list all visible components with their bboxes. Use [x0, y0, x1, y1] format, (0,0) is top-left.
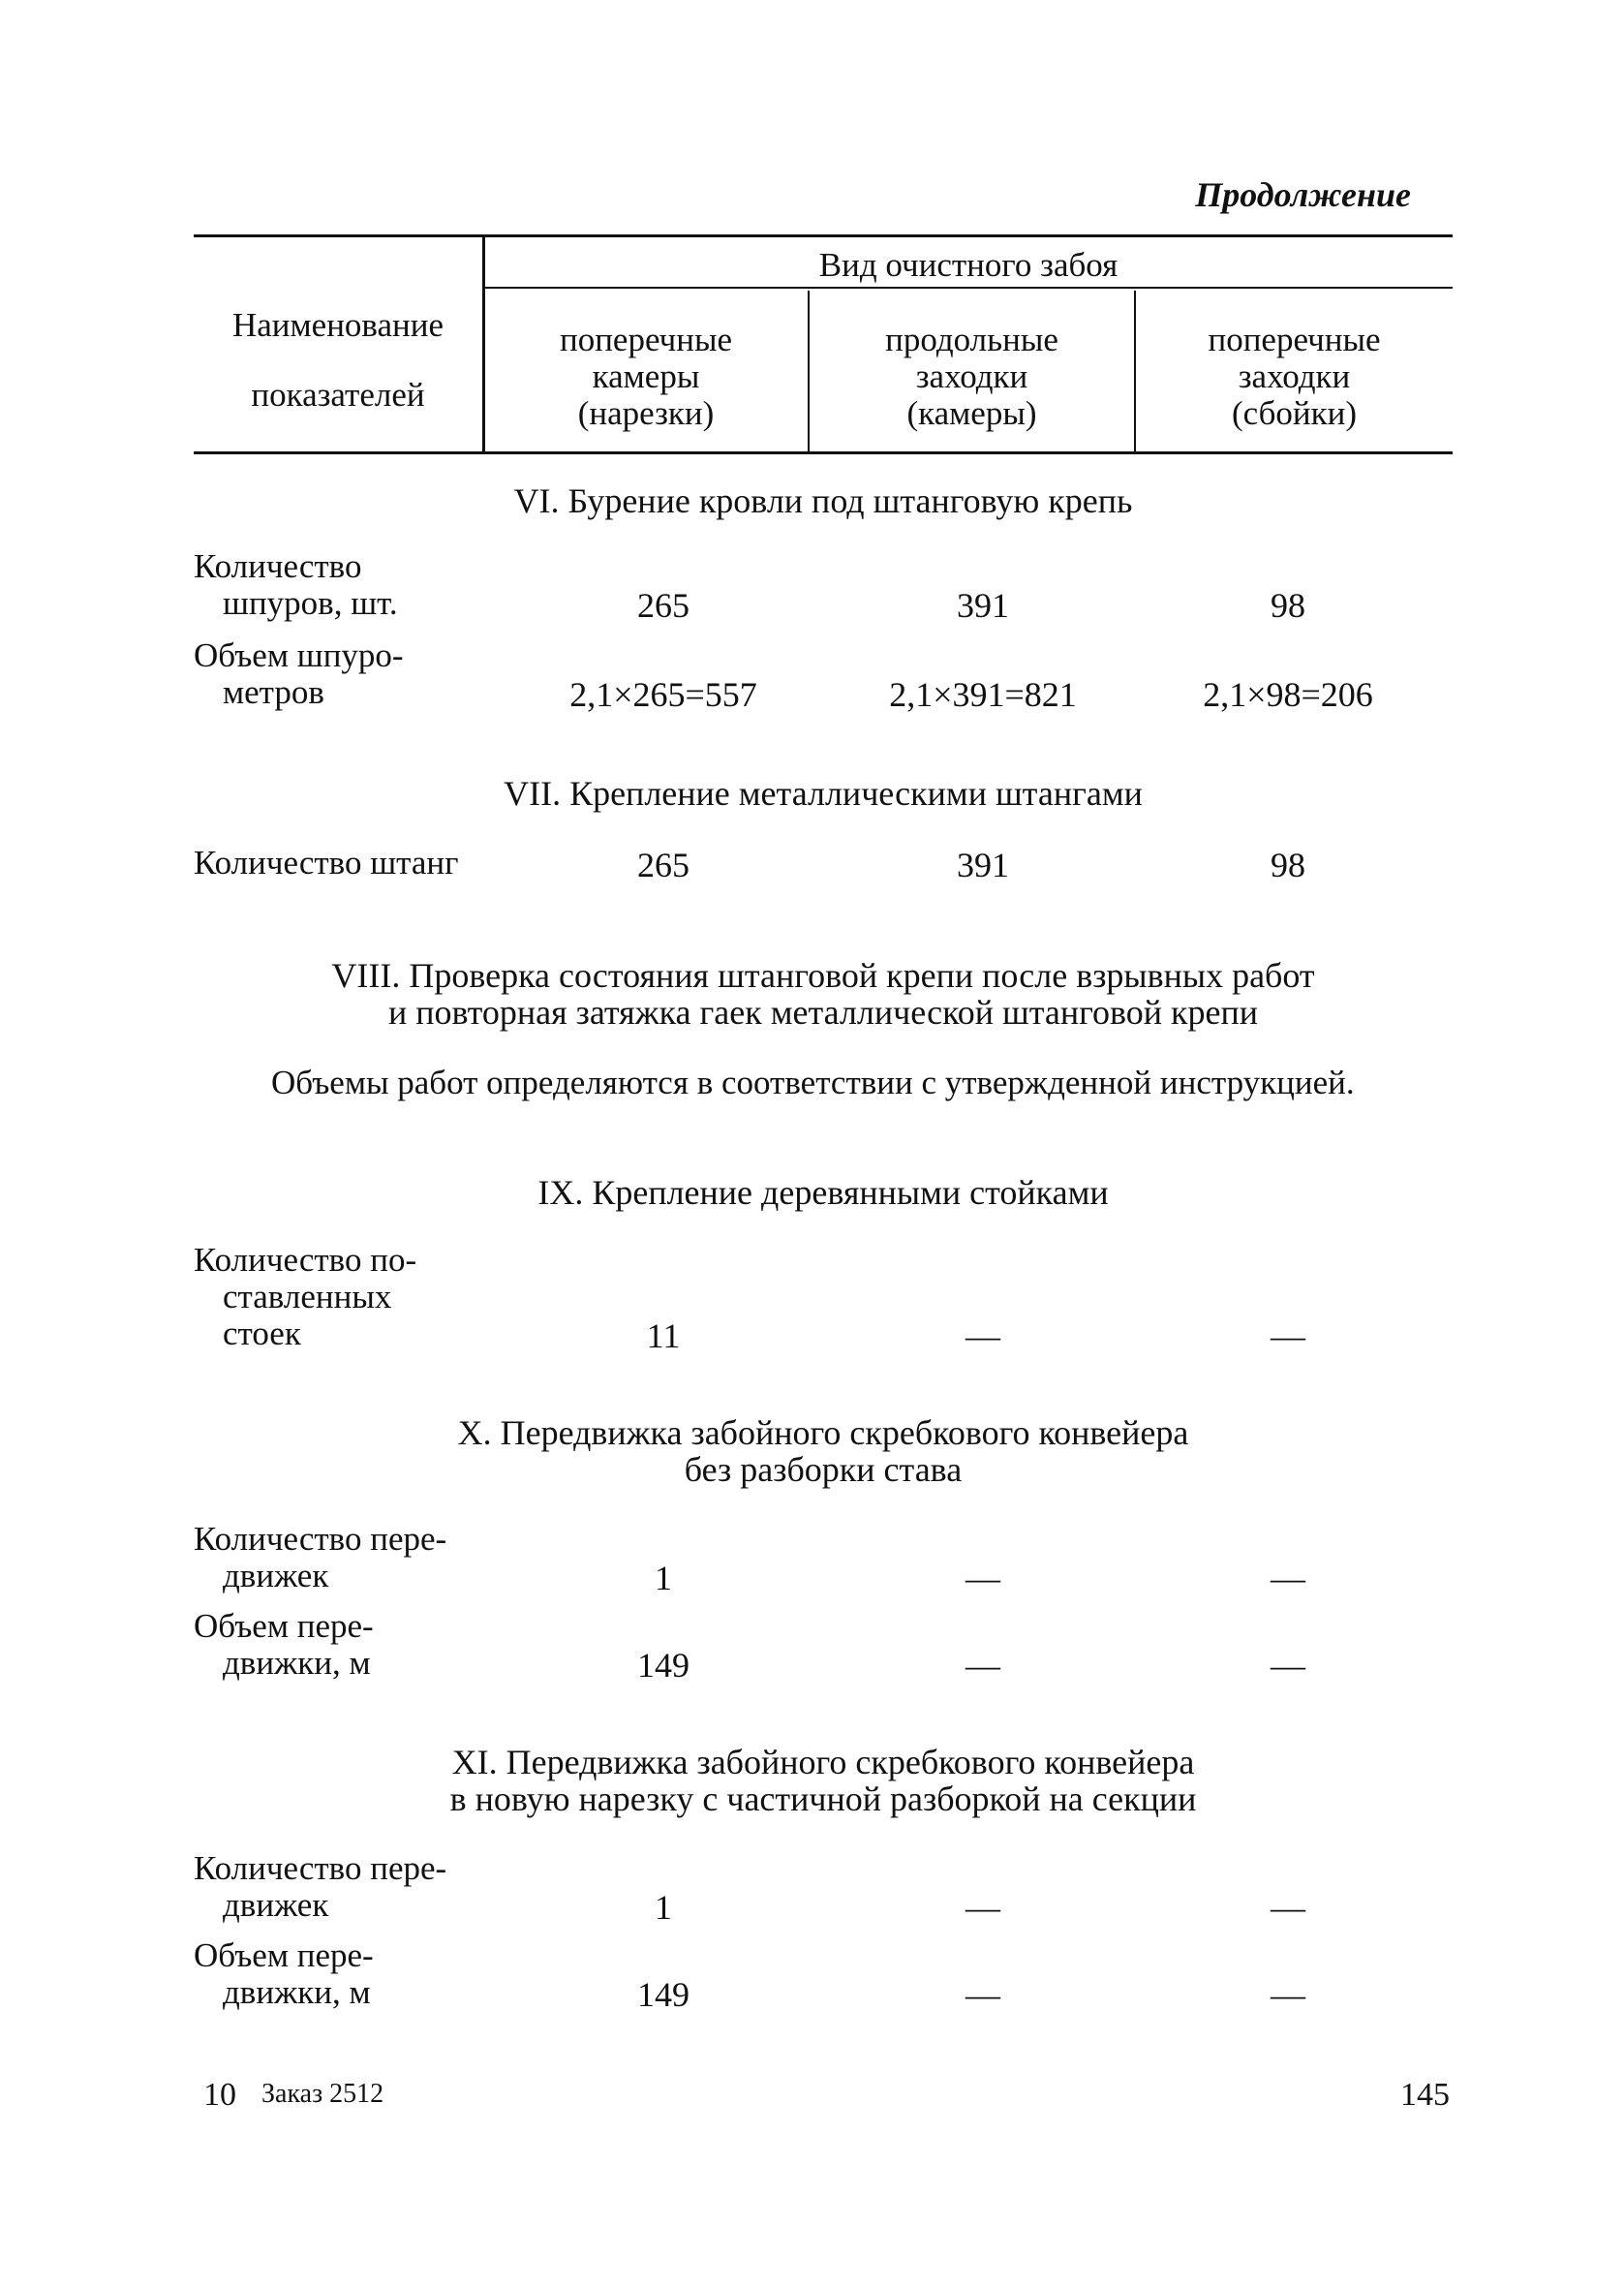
section-8-title-line1: VIII. Проверка состояния штанговой крепи после взрывных работ — [331, 956, 1315, 995]
section-10-row-1-label-line2: движек — [223, 1557, 329, 1594]
section-6-row-1-label-line1: Количество — [194, 547, 362, 585]
section-9-row-1-value-2: — — [965, 1316, 1000, 1355]
section-6-row-2-label-line1: Объем шпуро- — [194, 636, 404, 674]
section-11-row-1-label — [194, 1850, 513, 1924]
column-header-2-line2: заходки — [915, 357, 1028, 395]
section-11-row-1-label-line2: движек — [223, 1886, 329, 1924]
row-label-header — [194, 291, 482, 430]
section-6-row-1-label-line2: шпуров, шт. — [223, 584, 398, 622]
signature-number: 10 — [203, 2077, 236, 2113]
column-header-2-line1: продольные — [885, 321, 1058, 358]
section-11-row-1-label-line1: Количество пере- — [194, 1849, 447, 1887]
section-11-row-2-label-line1: Объем пере- — [194, 1936, 374, 1974]
section-6-row-2-value-3: 2,1×98=206 — [1203, 675, 1373, 714]
column-header-1-line3: (нарезки) — [577, 394, 715, 432]
section-8-paragraph: Объемы работ определяются в соответствии с утвержденной инструкцией. — [271, 1064, 1355, 1101]
section-11-row-1-value-1: 1 — [655, 1888, 672, 1927]
section-10-row-2-value-3: — — [1271, 1646, 1305, 1685]
column-header-1-line1: поперечные — [559, 321, 733, 358]
section-11-row-1-value-3: — — [1271, 1888, 1305, 1927]
section-11-row-1-value-2: — — [965, 1888, 1000, 1927]
section-6-row-1-value-1: 265 — [637, 586, 689, 625]
section-10-row-1-label — [194, 1521, 513, 1594]
column-header-1-line2: камеры — [592, 357, 700, 395]
section-10-row-2-value-2: — — [965, 1646, 1000, 1685]
section-11-row-2-label — [194, 1937, 513, 2011]
section-10-row-1-label-line1: Количество пере- — [194, 1520, 447, 1558]
section-11-row-2-value-1: 149 — [637, 1975, 689, 2014]
group-header-rule — [484, 287, 1453, 289]
section-11-title — [194, 1744, 1453, 1817]
section-7-row-1-value-1: 265 — [637, 846, 689, 884]
column-header-2-line3: (камеры) — [906, 394, 1037, 432]
section-9-row-1-label — [194, 1242, 513, 1352]
column-header-3 — [1136, 322, 1453, 432]
section-11-title-line1: XI. Передвижка забойного скребкового конвейера — [451, 1743, 1195, 1781]
section-7-row-1-value-3: 98 — [1271, 846, 1305, 884]
table-top-rule — [194, 234, 1453, 237]
section-9-row-1-label-line1: Количество по- — [194, 1241, 417, 1279]
row-label-header-line2: показателей — [251, 376, 425, 414]
row-label-header-line1: Наименование — [231, 306, 444, 344]
section-10-title-line1: X. Передвижка забойного скребкового конвейера — [457, 1413, 1189, 1452]
page-number: 145 — [1400, 2077, 1450, 2113]
section-9-row-1-value-3: — — [1271, 1316, 1305, 1355]
section-6-row-1-label — [194, 548, 504, 622]
section-11-title-line2: в новую нарезку с частичной разборкой на секции — [449, 1779, 1197, 1818]
section-10-title — [194, 1414, 1453, 1488]
continuation-label: Продолжение — [1195, 175, 1411, 214]
section-7-row-1-value-2: 391 — [957, 846, 1009, 884]
section-10-row-2-label — [194, 1608, 513, 1682]
section-9-row-1-value-1: 11 — [646, 1316, 681, 1355]
section-10-title-line2: без разборки става — [684, 1450, 963, 1489]
section-6-row-1-value-3: 98 — [1271, 586, 1305, 625]
section-6-row-1-value-2: 391 — [957, 586, 1009, 625]
section-6-row-2-label-line2: метров — [223, 673, 324, 711]
section-11-row-2-value-2: — — [965, 1975, 1000, 2014]
section-11-row-2-value-3: — — [1271, 1975, 1305, 2014]
section-9-row-1-label-line2: ставленных — [223, 1278, 392, 1315]
section-7-title: VII. Крепление металлическими штангами — [504, 774, 1143, 813]
section-9-row-1-label-line3: стоек — [223, 1315, 301, 1352]
section-6-row-2-value-1: 2,1×265=557 — [569, 675, 757, 714]
section-6-row-2-label — [194, 637, 504, 711]
section-7-row-1-label-line1: Количество штанг — [194, 844, 459, 882]
column-header-1 — [484, 322, 808, 432]
section-10-row-1-value-2: — — [965, 1559, 1000, 1597]
column-header-3-line2: заходки — [1238, 357, 1351, 395]
section-10-row-1-value-3: — — [1271, 1559, 1305, 1597]
section-10-row-1-value-1: 1 — [655, 1559, 672, 1597]
section-9-title: IX. Крепление деревянными стойками — [537, 1173, 1109, 1212]
table-header-bottom-rule — [194, 451, 1453, 454]
group-header: Вид очистного забоя — [818, 246, 1118, 284]
column-header-3-line3: (сбойки) — [1231, 394, 1358, 432]
section-11-row-2-label-line2: движки, м — [223, 1973, 371, 2011]
order-number: Заказ 2512 — [261, 2079, 384, 2109]
section-10-row-2-label-line1: Объем пере- — [194, 1607, 374, 1645]
section-8-title — [194, 957, 1453, 1031]
column-header-2 — [810, 322, 1134, 432]
section-6-title: VI. Бурение кровли под штанговую крепь — [513, 481, 1133, 520]
section-8-title-line2: и повторная затяжка гаек металлической штанговой крепи — [387, 993, 1259, 1032]
column-header-3-line1: поперечные — [1208, 321, 1381, 358]
section-10-row-2-value-1: 149 — [637, 1646, 689, 1685]
section-6-row-2-value-2: 2,1×391=821 — [889, 675, 1077, 714]
section-7-row-1-label — [194, 845, 513, 882]
section-10-row-2-label-line2: движки, м — [223, 1644, 371, 1682]
